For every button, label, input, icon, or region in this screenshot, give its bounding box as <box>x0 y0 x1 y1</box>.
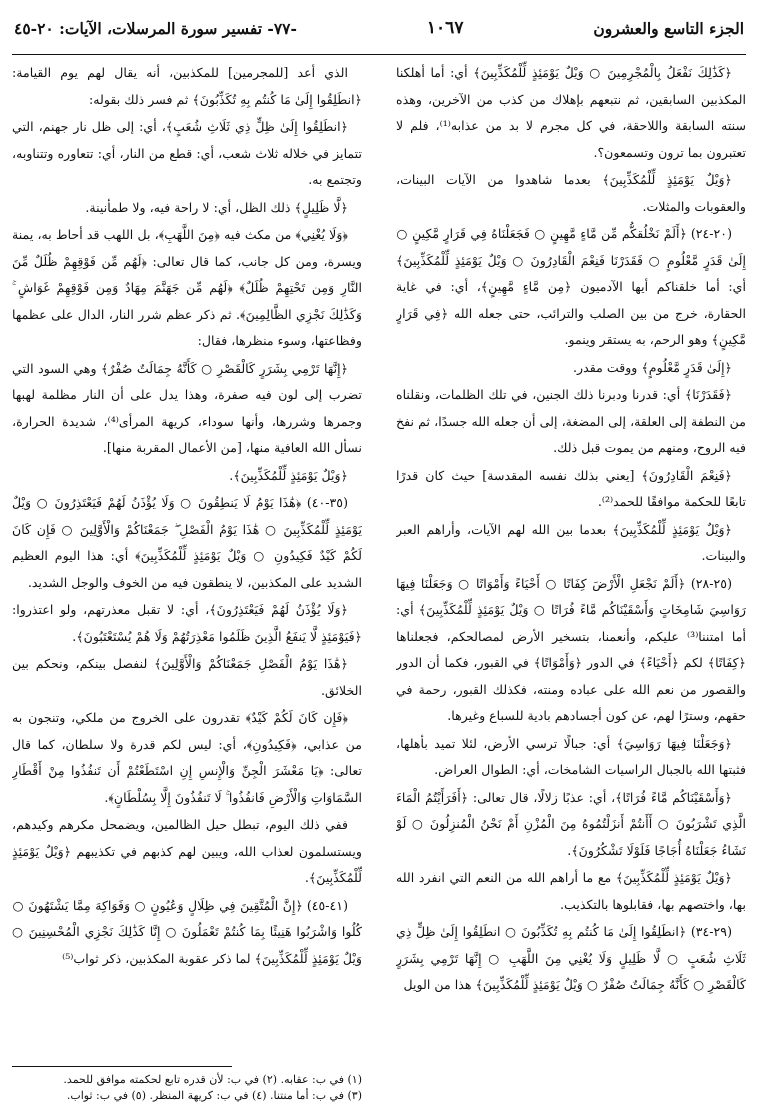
paragraph: ﴿وَجَعَلْنَا فِيهَا رَوَاسِيَ﴾ أي: جبالًا ترسي الأرض، لئلا تميد بأهلها، فثبتها الله بالجبال الراسيات الشامخات، أي: الطوال العراض. <box>396 735 746 777</box>
juz-title: الجزء التاسع والعشرون <box>593 18 744 38</box>
paragraph: ﴿إِلَىٰ قَدَرٍ مَّعْلُومٍ﴾ ووقت مقدر. <box>573 359 732 375</box>
right-column <box>396 60 746 1090</box>
paragraph: ففي ذلك اليوم، تبطل حيل الظالمين، ويضمحل مكرهم وكيدهم، ويستسلمون لعذاب الله، ويبين لهم كذبهم في تكذيبهم ﴿وَيْلٌ يَوْمَئِذٍ لِّلْمُكَذِّبِينَ﴾. <box>12 817 362 885</box>
paragraph: ﴿إِنَّهَا تَرْمِي بِشَرَرٍ كَالْقَصْرِ ○ كَأَنَّهُ جِمَالَتٌ صُفْرٌ﴾ وهي السود التي تضرب إلى لون فيه صفرة، وهذا يدل على أن النار مظلمة لهبها وجمرها وشررها، وأنها سوداء، كريهة المرأى⁽⁴⁾، شديدة الحرارة، نسأل الله العافية منها، [من الأعمال المقربة منها]. <box>12 360 362 455</box>
paragraph: ﴿وَيْلٌ يَوْمَئِذٍ لِّلْمُكَذِّبِينَ﴾ بعدما شاهدوا من الآيات البينات، والعقوبات والمثلات. <box>396 172 746 214</box>
left-column <box>12 60 362 1055</box>
paragraph: (٢٥-٢٨) ﴿أَلَمْ نَجْعَلِ الْأَرْضَ كِفَاتًا ○ أَحْيَاءً وَأَمْوَاتًا ○ وَجَعَلْنَا فِيهَا رَوَاسِيَ شَامِخَاتٍ وَأَسْقَيْنَاكُم مَّاءً فُرَاتًا ○ وَيْلٌ يَوْمَئِذٍ لِّلْمُكَذِّبِينَ﴾ أي: أما امتننا⁽³⁾ عليكم، وأنعمنا، بتسخير الأرض لمصالحكم، فجعلناها ﴿كِفَاتًا﴾ لكم ﴿أَحْيَاءً﴾ في الدور ﴿وَأَمْوَاتًا﴾ في القبور، فكما أن الدور والقصور من نعم الله على عباده ومنته، فكذلك القبور، رحمة في حقهم، وسترًا لهم، عن كون أجسادهم بادية للسباع وغيرها. <box>396 575 746 723</box>
paragraph: ﴿وَيْلٌ يَوْمَئِذٍ لِّلْمُكَذِّبِينَ﴾ مع ما أراهم الله من النعم التي انفرد الله بها، واختصهم بها، فقابلوها بالتكذيب. <box>396 870 746 912</box>
paragraph: ﴿لَّا ظَلِيلٍ﴾ ذلك الظل، أي: لا راحة فيه، ولا طمأنينة. <box>85 199 348 215</box>
paragraph: ﴿كَذَٰلِكَ نَفْعَلُ بِالْمُجْرِمِينَ ○ وَيْلٌ يَوْمَئِذٍ لِّلْمُكَذِّبِينَ﴾ أي: أما أهلكنا المكذبين السابقين، ثم نتبعهم بإهلاك من كذب من الآخرين، وهذه سنته السابقة واللاحقة، في كل مجرم لا بد من عذابه⁽¹⁾، فلم لا تعتبرون بما ترون وتسمعون؟. <box>396 65 746 160</box>
paragraph: ﴿وَيْلٌ يَوْمَئِذٍ لِّلْمُكَذِّبِينَ﴾ بعدما بين الله لهم الآيات، وأراهم العبر والبينات. <box>396 521 746 563</box>
footnote-divider <box>12 1066 232 1067</box>
paragraph: ﴿فَقَدَرْنَا﴾ أي: قدرنا ودبرنا ذلك الجنين، في تلك الظلمات، ونقلناه من النطفة إلى العلقة، إلى المضغة، إلى أن جعله الله جسدًا، ثم نفخ فيه الروح، ومنهم من يموت قبل ذلك. <box>396 387 746 455</box>
paragraph: ﴿فَنِعْمَ الْقَادِرُونَ﴾ [يعني بذلك نفسه المقدسة] حيث كان قدرًا تابعًا للحكمة موافقًا للحمد⁽²⁾. <box>396 467 746 509</box>
header-rule <box>12 54 746 55</box>
paragraph: الذي أعد [للمجرمين] للمكذبين، أنه يقال لهم يوم القيامة: ﴿انطَلِقُوا إِلَىٰ مَا كُنتُم بِهِ تُكَذِّبُونَ﴾ ثم فسر ذلك بقوله: <box>12 65 362 107</box>
paragraph: (٣٥-٤٠) ﴿هَٰذَا يَوْمُ لَا يَنطِقُونَ ○ وَلَا يُؤْذَنُ لَهُمْ فَيَعْتَذِرُونَ ○ وَيْلٌ يَوْمَئِذٍ لِّلْمُكَذِّبِينَ ○ هَٰذَا يَوْمُ الْفَصْلِ ۖ جَمَعْنَاكُمْ وَالْأَوَّلِينَ ○ فَإِن كَانَ لَكُمْ كَيْدٌ فَكِيدُونِ ○ وَيْلٌ يَوْمَئِذٍ لِّلْمُكَذِّبِينَ﴾ أي: هذا اليوم العظيم الشديد على المكذبين، لا ينطقون فيه من الخوف والوجل الشديد. <box>12 495 362 590</box>
paragraph: (٤١-٤٥) ﴿إِنَّ الْمُتَّقِينَ فِي ظِلَالٍ وَعُيُونٍ ○ وَفَوَاكِهَ مِمَّا يَشْتَهُونَ ○ كُلُوا وَاشْرَبُوا هَنِيئًا بِمَا كُنتُمْ تَعْمَلُونَ ○ إِنَّا كَذَٰلِكَ نَجْزِي الْمُحْسِنِينَ ○ وَيْلٌ يَوْمَئِذٍ لِّلْمُكَذِّبِينَ﴾ لما ذكر عقوبة المكذبين، ذكر ثواب⁽⁵⁾ <box>12 897 362 966</box>
surah-info: -٧٧- تفسير سورة المرسلات، الآيات: ٢٠-٤٥ <box>14 18 297 38</box>
paragraph: ﴿انطَلِقُوا إِلَىٰ ظِلٍّ ذِي ثَلَاثِ شُعَبٍ﴾، أي: إلى ظل نار جهنم، التي تتمايز في خلاله ثلاث شعب، أي: قطع من النار، أي: تتعاوره وتتناوبه، وتجتمع به. <box>12 119 362 187</box>
paragraph: ﴿وَلَا يُغْنِي﴾ من مكث فيه ﴿مِنَ اللَّهَبِ﴾، بل اللهب قد أحاط به، يمنة ويسرة، ومن كل جانب، كما قال تعالى: ﴿لَهُم مِّن فَوْقِهِمْ ظُلَلٌ مِّنَ النَّارِ وَمِن تَحْتِهِمْ ظُلَلٌ﴾ ﴿لَهُم مِّن جَهَنَّمَ مِهَادٌ وَمِن فَوْقِهِمْ غَوَاشٍ ۚ وَكَذَٰلِكَ نَجْزِي الظَّالِمِينَ﴾. ثم ذكر عظم شرر النار، الدال على عظمها وفظاعتها، وسوء منظرها، فقال: <box>12 227 362 348</box>
paragraph: (٢٩-٣٤) ﴿انطَلِقُوا إِلَىٰ مَا كُنتُم بِهِ تُكَذِّبُونَ ○ انطَلِقُوا إِلَىٰ ظِلٍّ ذِي ثَلَاثِ شُعَبٍ ○ لَّا ظَلِيلٍ وَلَا يُغْنِي مِنَ اللَّهَبِ ○ إِنَّهَا تَرْمِي بِشَرَرٍ كَالْقَصْرِ ○ كَأَنَّهُ جِمَالَتٌ صُفْرٌ ○ وَيْلٌ يَوْمَئِذٍ لِّلْمُكَذِّبِينَ﴾ هذا من الويل <box>396 924 746 992</box>
paragraph: ﴿فَإِن كَانَ لَكُمْ كَيْدٌ﴾ تقدرون على الخروج من ملكي، وتنجون به من عذابي، ﴿فَكِيدُونِ﴾، أي: ليس لكم قدرة ولا سلطان، كما قال تعالى: ﴿يَا مَعْشَرَ الْجِنِّ وَالْإِنسِ إِنِ اسْتَطَعْتُمْ أَن تَنفُذُوا مِنْ أَقْطَارِ السَّمَاوَاتِ وَالْأَرْضِ فَانفُذُوا ۚ لَا تَنفُذُونَ إِلَّا بِسُلْطَانٍ﴾. <box>12 710 362 805</box>
footnote-line: (١) في ب: عقابه. (٢) في ب: لأن قدره تابع لحكمته موافق للحمد. <box>63 1073 362 1086</box>
footnote-line: (٣) في ب: أما منتنا. (٤) في ب: كريهة المنظر. (٥) في ب: ثواب. <box>66 1089 362 1102</box>
paragraph: ﴿وَأَسْقَيْنَاكُم مَّاءً فُرَاتًا﴾، أي: عذبًا زلالًا، قال تعالى: ﴿أَفَرَأَيْتُمُ الْمَاءَ الَّذِي تَشْرَبُونَ ○ أَأَنتُمْ أَنزَلْتُمُوهُ مِنَ الْمُزْنِ أَمْ نَحْنُ الْمُنزِلُونَ ○ لَوْ نَشَاءُ جَعَلْنَاهُ أُجَاجًا فَلَوْلَا تَشْكُرُونَ﴾. <box>396 789 746 858</box>
paragraph: ﴿وَيْلٌ يَوْمَئِذٍ لِّلْمُكَذِّبِينَ﴾. <box>229 467 348 483</box>
page-number: ١٠٦٧ <box>426 18 464 38</box>
footnotes <box>12 1072 362 1104</box>
paragraph: ﴿هَٰذَا يَوْمُ الْفَصْلِ جَمَعْنَاكُمْ وَالْأَوَّلِينَ﴾ لنفصل بينكم، ونحكم بين الخلائق. <box>12 656 362 698</box>
paragraph: ﴿وَلَا يُؤْذَنُ لَهُمْ فَيَعْتَذِرُونَ﴾، أي: لا تقبل معذرتهم، ولو اعتذروا: ﴿فَيَوْمَئِذٍ لَّا يَنفَعُ الَّذِينَ ظَلَمُوا مَعْذِرَتُهُمْ وَلَا هُمْ يُسْتَعْتَبُونَ﴾. <box>12 602 362 644</box>
paragraph: (٢٠-٢٤) ﴿أَلَمْ نَخْلُقكُّم مِّن مَّاءٍ مَّهِينٍ ○ فَجَعَلْنَاهُ فِي قَرَارٍ مَّكِينٍ ○ إِلَىٰ قَدَرٍ مَّعْلُومٍ ○ فَقَدَرْنَا فَنِعْمَ الْقَادِرُونَ ○ وَيْلٌ يَوْمَئِذٍ لِّلْمُكَذِّبِينَ﴾ أي: أما خلقناكم أيها الآدميون ﴿مِن مَّاءٍ مَّهِينٍ﴾، أي: في غاية الحقارة، خرج من بين الصلب والترائب، حتى جعله الله ﴿فِي قَرَارٍ مَّكِينٍ﴾ وهو الرحم، به يستقر وينمو. <box>396 226 746 347</box>
page-header <box>14 8 744 48</box>
